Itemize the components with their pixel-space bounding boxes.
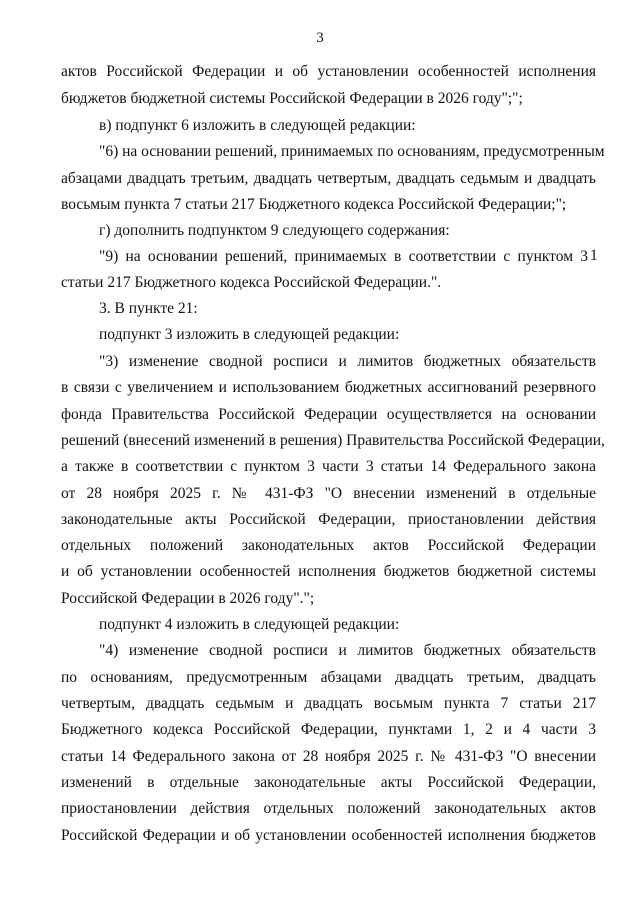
text-line: бюджетов бюджетной системы Российской Федерации в 2026 году";";	[61, 90, 523, 107]
superscript: 1	[590, 247, 598, 264]
text-line: Российской Федерации и об установлении особенностей исполнения бюджетов	[61, 827, 596, 844]
text-line: четвертым, двадцать седьмым и двадцать восьмым пункта 7 статьи 217	[61, 695, 596, 712]
text-line: г) дополнить подпунктом 9 следующего содержания:	[99, 222, 450, 239]
text-line: статьи 217 Бюджетного кодекса Российской Федерации.".	[61, 274, 442, 291]
text-line: подпункт 4 изложить в следующей редакции:	[99, 616, 400, 633]
text-line: восьмым пункта 7 статьи 217 Бюджетного кодекса Российской Федерации;";	[61, 196, 567, 213]
text-line: Российской Федерации в 2026 году".";	[61, 590, 315, 607]
text-line: решений (внесений изменений в решения) Правительства Российской Федерации,	[61, 432, 605, 449]
text-line: и об установлении особенностей исполнения бюджетов бюджетной системы	[61, 563, 596, 580]
text-line: Бюджетного кодекса Российской Федерации, пунктами 1, 2 и 4 части 3	[61, 721, 596, 738]
text-line: абзацами двадцать третьим, двадцать четвертым, двадцать седьмым и двадцать	[61, 170, 596, 187]
text-line: статьи 14 Федерального закона от 28 ноября 2025 г. № 431-ФЗ "О внесении	[61, 748, 596, 765]
text-line: от 28 ноября 2025 г. № 431-ФЗ "О внесении изменений в отдельные	[61, 485, 596, 502]
text-line: приостановлении действия отдельных положений законодательных актов	[61, 800, 596, 817]
text-line: отдельных положений законодательных актов Российской Федерации	[61, 537, 596, 554]
text-line: "4) изменение сводной росписи и лимитов бюджетных обязательств	[99, 642, 596, 659]
text-line: "6) на основании решений, принимаемых по основаниям, предусмотренным	[99, 143, 605, 160]
text-line: а также в соответствии с пунктом 3 части 3 статьи 14 Федерального закона	[61, 458, 596, 475]
text-line: в) подпункт 6 изложить в следующей редакции:	[99, 117, 416, 134]
text-line: законодательные акты Российской Федерации, приостановлении действия	[61, 511, 596, 528]
text-line: подпункт 3 изложить в следующей редакции:	[99, 326, 400, 343]
text-line: 3. В пункте 21:	[99, 300, 198, 317]
text-line: актов Российской Федерации и об установлении особенностей исполнения	[61, 63, 596, 80]
text-line: в связи с увеличением и использованием бюджетных ассигнований резервного	[61, 379, 596, 396]
text-line: изменений в отдельные законодательные акты Российской Федерации,	[61, 774, 596, 791]
text-line: фонда Правительства Российской Федерации осуществляется на основании	[61, 406, 596, 423]
text-line: "3) изменение сводной росписи и лимитов бюджетных обязательств	[99, 353, 596, 370]
page-number: 3	[316, 30, 324, 46]
text-line: "9) на основании решений, принимаемых в соответствии с пунктом 3	[99, 248, 588, 265]
text-line: по основаниям, предусмотренным абзацами двадцать третьим, двадцать	[61, 669, 596, 686]
